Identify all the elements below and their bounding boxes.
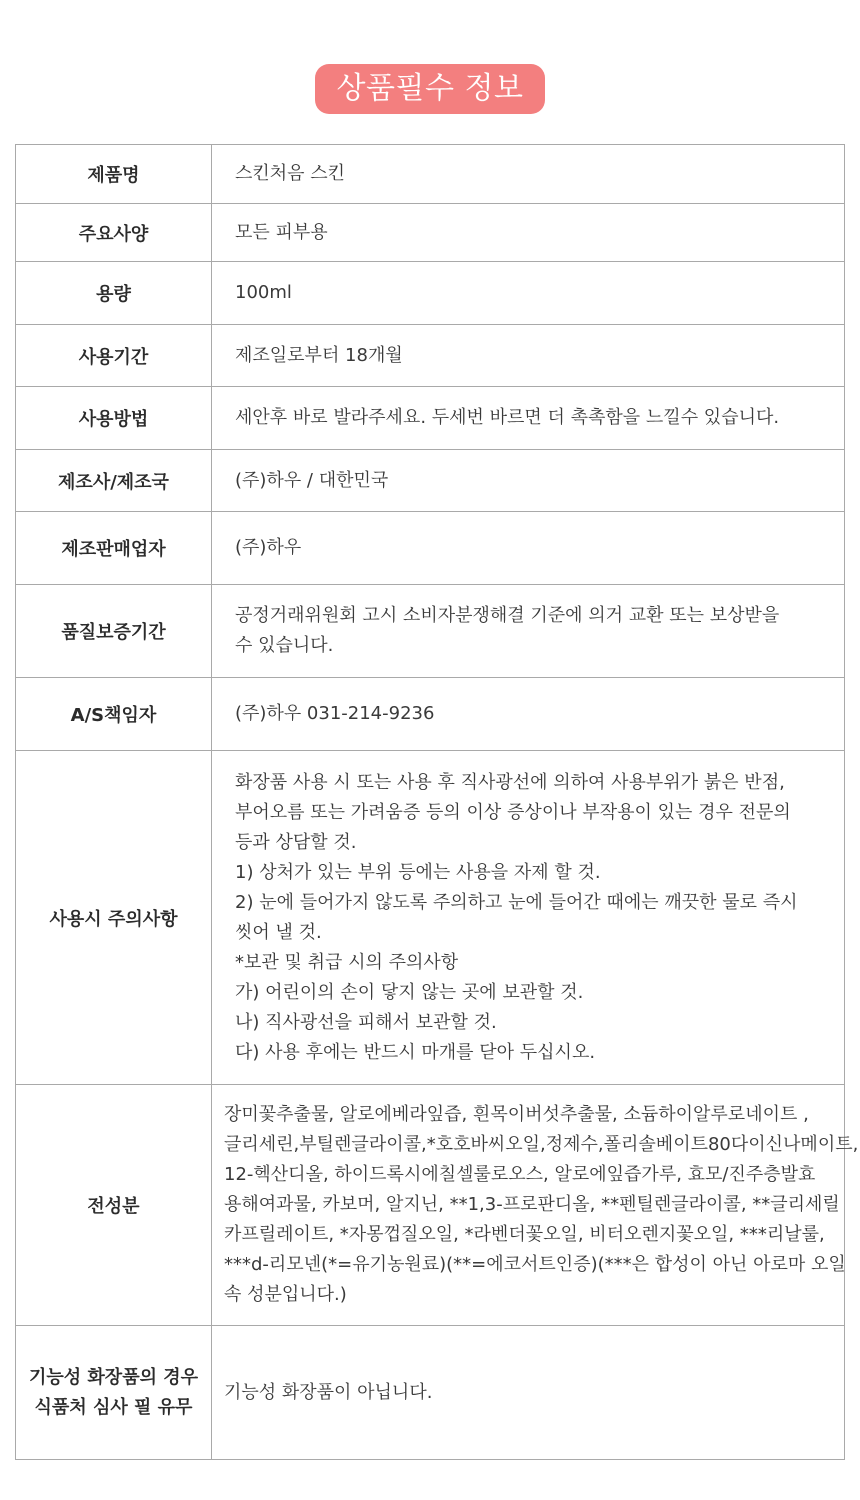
row-label-cell: [16, 1085, 212, 1326]
row-manufacturer: [16, 450, 845, 512]
row-label: 사용시 주의사항: [49, 908, 178, 930]
row-value-cell: [212, 262, 845, 325]
row-value-cell: [212, 325, 845, 387]
row-precautions: [16, 751, 845, 1085]
row-label-cell: [16, 512, 212, 585]
row-value-line: (주)하우 031-214-9236: [235, 703, 435, 724]
row-label-cell: [16, 751, 212, 1085]
row-value-cell: [212, 751, 845, 1085]
row-value-line: 스킨처음 스킨: [235, 163, 346, 184]
row-usage-period: [16, 325, 845, 387]
row-value-line: 기능성 화장품이 아닙니다.: [224, 1381, 433, 1403]
row-label: 품질보증기간: [61, 622, 166, 643]
row-value-line: ***d-리모넨(*=유기농원료)(**=에코서트인증)(***은 합성이 아닌 아로마 오일: [224, 1254, 846, 1275]
row-label: 제조판매업자: [61, 539, 166, 560]
row-value-line: 씻어 낼 것.: [235, 921, 322, 943]
row-label: 전성분: [87, 1196, 140, 1217]
row-value-line: 화장품 사용 시 또는 사용 후 직사광선에 의하여 사용부위가 붉은 반점,: [235, 771, 785, 793]
row-value-cell: [212, 450, 845, 512]
row-value-line: 제조일로부터 18개월: [235, 344, 403, 366]
row-value-line: 1) 상처가 있는 부위 등에는 사용을 자제 할 것.: [235, 861, 601, 883]
row-value-line: 등과 상담할 것.: [235, 831, 357, 853]
row-value-cell: [212, 585, 845, 678]
row-label-cell: [16, 145, 212, 204]
row-label: A/S책임자: [70, 705, 157, 726]
row-volume: [16, 262, 845, 325]
row-value-line: 글리세린,부틸렌글라이콜,*호호바씨오일,정제수,폴리솔베이트80다이신나메이트,: [224, 1134, 859, 1155]
row-value-line: (주)하우: [235, 537, 302, 558]
row-label-cell: [16, 678, 212, 751]
row-value-line: 부어오름 또는 가려움증 등의 이상 증상이나 부작용이 있는 경우 전문의: [235, 801, 791, 823]
row-value-line: (주)하우 / 대한민국: [235, 469, 389, 491]
row-label: 주요사양: [78, 223, 149, 245]
row-label-cell: [16, 1326, 212, 1460]
row-value-line: 카프릴레이트, *자몽껍질오일, *라벤더꽃오일, 비터오렌지꽃오일, ***리날룰,: [224, 1224, 825, 1245]
row-usage-method: [16, 387, 845, 450]
section-header: [0, 64, 860, 114]
row-warranty: [16, 585, 845, 678]
row-value-line: 100ml: [235, 282, 292, 303]
row-as-contact: [16, 678, 845, 751]
row-value-line: 모든 피부용: [235, 221, 328, 243]
row-value-cell: [212, 1326, 845, 1460]
section-title-badge: 상품필수 정보: [315, 64, 546, 114]
row-value-line: 수 있습니다.: [235, 635, 334, 656]
row-ingredients: [16, 1085, 845, 1326]
row-value-line: 12-헥산디올, 하이드록시에칠셀룰로오스, 알로에잎즙가루, 효모/진주층발효: [224, 1164, 816, 1185]
row-label-cell: [16, 325, 212, 387]
row-label: 사용방법: [78, 409, 149, 430]
row-value-line: 2) 눈에 들어가지 않도록 주의하고 눈에 들어간 때에는 깨끗한 물로 즉시: [235, 891, 798, 913]
row-label: 제조사/제조국: [58, 471, 169, 493]
row-value-line: 용해여과물, 카보머, 알지닌, **1,3-프로판디올, **펜틸렌글라이콜, **글리세릴: [224, 1194, 840, 1215]
row-value-cell: [212, 145, 845, 204]
row-value-line: 가) 어린이의 손이 닿지 않는 곳에 보관할 것.: [235, 981, 584, 1003]
row-label-cell: [16, 585, 212, 678]
row-distributor: [16, 512, 845, 585]
row-value-line: 다) 사용 후에는 반드시 마개를 닫아 두십시오.: [235, 1041, 596, 1063]
row-value-line: 나) 직사광선을 피해서 보관할 것.: [235, 1011, 497, 1033]
row-label-cell: [16, 387, 212, 450]
row-label-cell: [16, 262, 212, 325]
row-value-line: 세안후 바로 발라주세요. 두세번 바르면 더 촉촉함을 느낄수 있습니다.: [235, 407, 780, 428]
row-value-line: 장미꽃추출물, 알로에베라잎즙, 흰목이버섯추출물, 소듐하이알루로네이트 ,: [224, 1104, 809, 1125]
row-value-cell: [212, 1085, 859, 1326]
row-value-line: 속 성분입니다.): [224, 1284, 347, 1305]
row-functional-review: [16, 1326, 845, 1460]
row-label-cell: [16, 204, 212, 262]
row-value-cell: [212, 678, 845, 751]
row-label-line: 기능성 화장품의 경우: [28, 1366, 199, 1388]
row-value-cell: [212, 387, 845, 450]
row-value-cell: [212, 512, 845, 585]
row-label-line: 식품처 심사 필 유무: [34, 1396, 193, 1418]
row-label-cell: [16, 450, 212, 512]
row-value-line: *보관 및 취급 시의 주의사항: [235, 951, 459, 973]
row-value-line: 공정거래위원회 고시 소비자분쟁해결 기준에 의거 교환 또는 보상받을: [235, 605, 780, 626]
row-label: 사용기간: [78, 346, 149, 368]
row-main-spec: [16, 204, 845, 262]
row-label: 제품명: [87, 165, 140, 186]
row-label: 용량: [96, 284, 131, 305]
row-product-name: [16, 145, 845, 204]
row-value-cell: [212, 204, 845, 262]
product-info-table: [15, 144, 859, 1460]
